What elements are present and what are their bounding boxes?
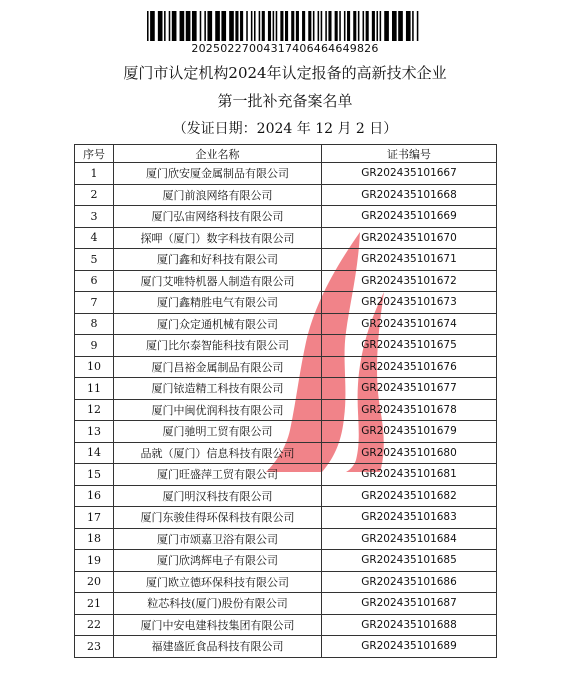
header-serial-number: 序号 <box>75 145 114 163</box>
barcode-bar <box>262 11 265 41</box>
row-enterprise-name: 厦门驰明工贸有限公司 <box>114 421 322 443</box>
row-serial-number: 14 <box>75 442 114 464</box>
row-enterprise-name: 厦门鑫和好科技有限公司 <box>114 249 322 271</box>
barcode-bar <box>406 11 411 41</box>
barcode-bar <box>204 11 206 41</box>
row-certificate-number: GR202435101672 <box>322 270 497 292</box>
row-certificate-number: GR202435101684 <box>322 528 497 550</box>
table-row <box>75 421 497 443</box>
barcode-bar <box>240 11 243 41</box>
row-certificate-number: GR202435101679 <box>322 421 497 443</box>
issue-date: （发证日期：2024 年 12 月 2 日） <box>172 121 398 137</box>
row-enterprise-name: 厦门铱造精工科技有限公司 <box>114 378 322 400</box>
table-row <box>75 206 497 228</box>
barcode-bar <box>180 11 185 41</box>
barcode-bar <box>363 11 365 41</box>
row-certificate-number: GR202435101681 <box>322 464 497 486</box>
row-enterprise-name: 探呷（厦门）数字科技有限公司 <box>114 227 322 249</box>
row-certificate-number: GR202435101671 <box>322 249 497 271</box>
table-row <box>75 593 497 615</box>
document-title: 厦门市认定机构2024年认定报备的高新技术企业 <box>123 64 447 82</box>
row-enterprise-name: 厦门前浪网络有限公司 <box>114 184 322 206</box>
barcode-bar <box>412 11 414 41</box>
barcode-bar <box>296 11 299 41</box>
barcode-bar <box>347 11 350 41</box>
row-enterprise-name: 厦门中闽优润科技有限公司 <box>114 399 322 421</box>
barcode-bar <box>328 11 331 41</box>
row-enterprise-name: 厦门鑫精胜电气有限公司 <box>114 292 322 314</box>
row-serial-number: 10 <box>75 356 114 378</box>
barcode-bar <box>321 11 323 41</box>
row-enterprise-name: 品就（厦门）信息科技有限公司 <box>114 442 322 464</box>
row-certificate-number: GR202435101678 <box>322 399 497 421</box>
row-serial-number: 6 <box>75 270 114 292</box>
row-enterprise-name: 厦门东骏佳得环保科技有限公司 <box>114 507 322 529</box>
barcode-bar <box>229 11 234 41</box>
row-enterprise-name: 厦门明汉科技有限公司 <box>114 485 322 507</box>
barcode-bar <box>246 11 248 41</box>
row-certificate-number: GR202435101676 <box>322 356 497 378</box>
row-certificate-number: GR202435101667 <box>322 163 497 185</box>
barcode-bar <box>380 11 382 41</box>
barcode-bar <box>169 11 171 41</box>
row-enterprise-name: 厦门中安电建科技集团有限公司 <box>114 614 322 636</box>
row-serial-number: 4 <box>75 227 114 249</box>
row-enterprise-name: 厦门欣鸿辉电子有限公司 <box>114 550 322 572</box>
row-certificate-number: GR202435101673 <box>322 292 497 314</box>
row-serial-number: 22 <box>75 614 114 636</box>
row-certificate-number: GR202435101669 <box>322 206 497 228</box>
row-enterprise-name: 福建盛匠食品科技有限公司 <box>114 636 322 658</box>
table-row <box>75 356 497 378</box>
table-row <box>75 507 497 529</box>
row-serial-number: 2 <box>75 184 114 206</box>
barcode-number: 20250227004317406464649826 <box>191 42 379 55</box>
table-row <box>75 399 497 421</box>
row-serial-number: 13 <box>75 421 114 443</box>
table-body <box>75 163 497 658</box>
header-certificate-number: 证书编号 <box>322 145 497 163</box>
row-enterprise-name: 厦门旺盛萍工贸有限公司 <box>114 464 322 486</box>
barcode-bar <box>215 11 220 41</box>
barcode-bar <box>207 11 212 41</box>
row-serial-number: 20 <box>75 571 114 593</box>
barcode-bar <box>259 11 261 41</box>
row-enterprise-name: 粒芯科技(厦门)股份有限公司 <box>114 593 322 615</box>
row-certificate-number: GR202435101674 <box>322 313 497 335</box>
row-certificate-number: GR202435101675 <box>322 335 497 357</box>
row-enterprise-name: 厦门比尔泰智能科技有限公司 <box>114 335 322 357</box>
table-row <box>75 270 497 292</box>
row-serial-number: 8 <box>75 313 114 335</box>
row-enterprise-name: 厦门弘宙网络科技有限公司 <box>114 206 322 228</box>
row-certificate-number: GR202435101668 <box>322 184 497 206</box>
barcode-bar <box>268 11 271 41</box>
table-row <box>75 335 497 357</box>
row-enterprise-name: 厦门欣安厦金属制品有限公司 <box>114 163 322 185</box>
barcode-bar <box>339 11 341 41</box>
barcode-bar <box>325 11 327 41</box>
barcode-bar <box>417 11 419 41</box>
barcode-bar <box>150 11 155 41</box>
barcode-bar <box>384 11 389 41</box>
barcode-bar <box>376 11 378 41</box>
barcode-bar <box>221 11 226 41</box>
table-row <box>75 614 497 636</box>
barcode-bar <box>291 11 294 41</box>
barcode-bar <box>358 11 360 41</box>
row-certificate-number: GR202435101687 <box>322 593 497 615</box>
barcode-bar <box>313 11 315 41</box>
row-serial-number: 3 <box>75 206 114 228</box>
row-serial-number: 9 <box>75 335 114 357</box>
row-enterprise-name: 厦门昌裕金属制品有限公司 <box>114 356 322 378</box>
table-header-row <box>75 145 497 163</box>
row-enterprise-name: 厦门艾唯特机器人制造有限公司 <box>114 270 322 292</box>
row-serial-number: 16 <box>75 485 114 507</box>
barcode-bar <box>235 11 238 41</box>
enterprise-table <box>74 144 497 658</box>
barcode-bar <box>147 11 149 41</box>
barcode-bar <box>366 11 369 41</box>
table-row <box>75 442 497 464</box>
table-row <box>75 313 497 335</box>
barcode-bar <box>398 11 403 41</box>
table-row <box>75 378 497 400</box>
barcode-bar <box>318 11 320 41</box>
barcode-bar <box>353 11 356 41</box>
table-row <box>75 528 497 550</box>
barcode-bar <box>200 11 202 41</box>
row-certificate-number: GR202435101685 <box>322 550 497 572</box>
table-row <box>75 227 497 249</box>
row-serial-number: 1 <box>75 163 114 185</box>
table-row <box>75 636 497 658</box>
barcode-bar <box>285 11 288 41</box>
row-certificate-number: GR202435101688 <box>322 614 497 636</box>
barcode-bar <box>192 11 197 41</box>
barcode-bar <box>164 11 166 41</box>
row-serial-number: 7 <box>75 292 114 314</box>
row-enterprise-name: 厦门欧立德环保科技有限公司 <box>114 571 322 593</box>
row-certificate-number: GR202435101682 <box>322 485 497 507</box>
table-row <box>75 485 497 507</box>
barcode-bar <box>392 11 397 41</box>
row-certificate-number: GR202435101670 <box>322 227 497 249</box>
barcode-bar <box>158 11 163 41</box>
row-certificate-number: GR202435101677 <box>322 378 497 400</box>
row-serial-number: 12 <box>75 399 114 421</box>
row-serial-number: 15 <box>75 464 114 486</box>
row-serial-number: 5 <box>75 249 114 271</box>
row-enterprise-name: 厦门众定通机械有限公司 <box>114 313 322 335</box>
barcode-bar <box>335 11 338 41</box>
barcode-bar <box>372 11 375 41</box>
row-serial-number: 11 <box>75 378 114 400</box>
header-enterprise-name: 企业名称 <box>114 145 322 163</box>
table-row <box>75 464 497 486</box>
table-row <box>75 184 497 206</box>
document-subtitle: 第一批补充备案名单 <box>217 92 353 110</box>
barcode-bar <box>302 11 305 41</box>
table-row <box>75 550 497 572</box>
table-row <box>75 571 497 593</box>
row-enterprise-name: 厦门市颂嘉卫浴有限公司 <box>114 528 322 550</box>
barcode-bar <box>251 11 253 41</box>
row-certificate-number: GR202435101689 <box>322 636 497 658</box>
row-serial-number: 18 <box>75 528 114 550</box>
row-certificate-number: GR202435101686 <box>322 571 497 593</box>
row-certificate-number: GR202435101680 <box>322 442 497 464</box>
row-serial-number: 21 <box>75 593 114 615</box>
table-row <box>75 163 497 185</box>
row-serial-number: 23 <box>75 636 114 658</box>
barcode-bar <box>172 11 177 41</box>
table-row <box>75 292 497 314</box>
barcode-bar <box>280 11 283 41</box>
barcode-bar <box>308 11 311 41</box>
barcode-bar <box>344 11 346 41</box>
row-serial-number: 17 <box>75 507 114 529</box>
barcode-bar <box>254 11 256 41</box>
row-serial-number: 19 <box>75 550 114 572</box>
table-row <box>75 249 497 271</box>
barcode-bar <box>186 11 191 41</box>
row-certificate-number: GR202435101683 <box>322 507 497 529</box>
barcode-bar <box>276 11 278 41</box>
barcode-bar <box>273 11 275 41</box>
barcode <box>147 11 423 41</box>
